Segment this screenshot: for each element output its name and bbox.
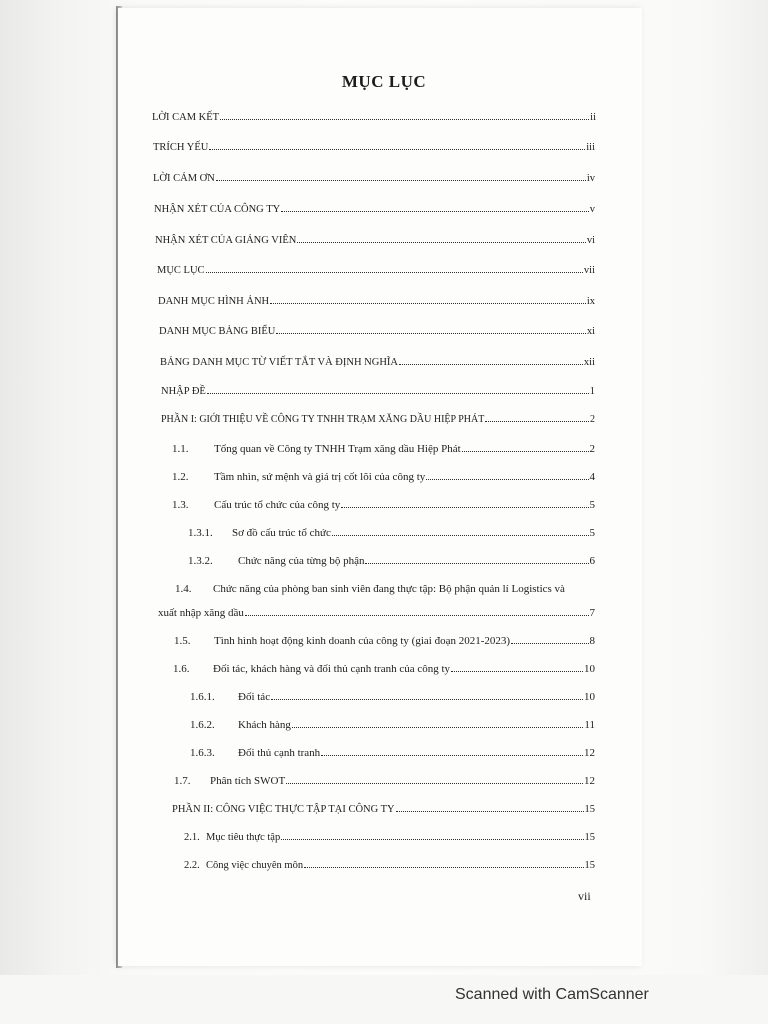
toc-entry-text: Tình hình hoạt động kinh doanh của công ty (giai đoạn 2021-2023) [214,635,511,647]
toc-page: 5 [589,499,595,511]
toc-page: xi [586,326,595,337]
toc-page: 4 [589,471,595,483]
toc-leader [281,830,583,840]
toc-entry [161,384,595,398]
toc-page: 5 [589,527,595,539]
toc-leader [206,263,583,273]
toc-number: 1.6.2. [190,719,215,731]
toc-number: 1.3.2. [188,555,213,567]
toc-leader [332,526,589,536]
toc-leader [399,355,583,365]
toc-entry [158,606,595,620]
toc-entry-text: DANH MỤC BẢNG BIỂU [159,326,276,337]
toc-entry-text: BẢNG DANH MỤC TỪ VIẾT TẮT VÀ ĐỊNH NGHĨA [160,357,398,368]
toc-number: 1.7. [174,775,191,787]
toc-page: 12 [584,747,595,759]
toc-leader [341,498,588,508]
toc-entry-text-continued: xuất nhập xăng dầu [158,607,244,619]
toc-page: vii [583,265,595,276]
toc-entry-text: Công việc chuyên môn [206,860,304,871]
toc-entry-text: NHẬN XÉT CỦA GIẢNG VIÊN [155,235,297,246]
toc-entry-text: Tổng quan về Công ty TNHH Trạm xăng dầu Hiệp Phát [214,443,461,455]
page-title: MỤC LỤC [341,72,427,91]
toc-page: 2 [590,414,595,425]
toc-leader [485,412,589,422]
toc-page: 7 [589,607,595,619]
toc-number: 1.3. [172,499,189,511]
toc-leader [304,858,583,868]
toc-entry-text: Mục tiêu thực tập [206,832,281,843]
toc-leader [207,384,589,394]
toc-leader [216,171,586,181]
toc-entry-text: Đối tác [238,691,271,703]
toc-page: 11 [584,719,595,731]
toc-page: 15 [584,860,595,871]
toc-entry-text: Sơ đồ cấu trúc tổ chức [232,527,331,539]
toc-entry-text: NHẬP ĐỀ [161,386,206,397]
toc-number: 1.1. [172,443,189,455]
toc-entry [184,830,595,844]
toc-leader [281,202,589,212]
toc-entry [152,110,596,124]
toc-entry [190,690,595,704]
toc-leader [276,324,585,334]
toc-leader [292,718,584,728]
toc-leader [220,110,589,120]
toc-leader [511,634,588,644]
toc-entry-text: DANH MỤC HÌNH ẢNH [158,296,270,307]
toc-entry-first-line [175,582,565,596]
toc-entry [172,470,595,484]
toc-number: 1.6.1. [190,691,215,703]
toc-number: 1.3.1. [188,527,213,539]
toc-page: 8 [589,635,595,647]
toc-leader [286,774,583,784]
toc-page: vi [586,235,595,246]
toc-leader [462,442,589,452]
toc-entry-text: Đối tác, khách hàng và đối thủ cạnh tranh của công ty [213,663,451,675]
toc-entry [153,171,595,185]
toc-leader [451,662,583,672]
toc-page: 10 [584,691,595,703]
toc-entry [153,140,595,154]
toc-entry [174,634,595,648]
toc-page: iii [586,142,595,153]
toc-entry [174,774,595,788]
toc-page: 12 [584,775,595,787]
toc-number: 1.4. [175,583,192,595]
toc-entry-text: Cấu trúc tổ chức của công ty [214,499,341,511]
toc-page: xii [583,357,595,368]
toc-entry [190,746,595,760]
toc-entry [154,202,595,216]
toc-entry [184,858,595,872]
toc-leader [426,470,588,480]
toc-page: 15 [584,804,595,815]
toc-entry-text: Chức năng của từng bộ phận [238,555,365,567]
toc-entry [188,554,595,568]
toc-leader [297,233,585,243]
toc-leader [271,690,583,700]
toc-entry-text: NHẬN XÉT CỦA CÔNG TY [154,204,281,215]
toc-entry [158,294,595,308]
toc-page: 10 [584,663,595,675]
toc-entry [188,526,595,540]
toc-page: 1 [589,386,595,397]
page-number: vii [578,889,591,903]
toc-entry [155,233,595,247]
toc-leader [396,802,584,812]
toc-number: 2.2. [184,860,200,871]
toc-number: 1.5. [174,635,191,647]
toc-entry [190,718,595,732]
toc-number: 1.6. [173,663,190,675]
toc-entry [159,324,595,338]
toc-page: v [589,204,595,215]
toc-entry-text: MỤC LỤC [157,265,205,276]
toc-entry-text: Đối thủ cạnh tranh [238,747,321,759]
toc-entry [172,498,595,512]
toc-entry-text: LỜI CẢM ƠN [153,173,215,184]
toc-leader [245,606,589,616]
toc-entry [172,802,595,816]
toc-page: iv [586,173,595,184]
toc-entry-text: Tầm nhìn, sứ mệnh và giá trị cốt lõi của công ty [214,471,426,483]
toc-page: 15 [584,832,595,843]
toc-entry [173,662,595,676]
toc-leader [270,294,586,304]
toc-entry-text: Phân tích SWOT [210,775,286,787]
toc-entry-text: Chức năng của phòng ban sinh viên đang thực tập: Bộ phận quản lí Logistics và [213,583,565,595]
toc-page: ix [586,296,595,307]
toc-number: 1.6.3. [190,747,215,759]
toc-entry-text: PHẦN II: CÔNG VIỆC THỰC TẬP TẠI CÔNG TY [172,804,395,815]
toc-entry [161,412,595,426]
toc-leader [321,746,583,756]
toc-page: 6 [589,555,595,567]
toc-entry [157,263,595,277]
toc-page: ii [590,112,596,123]
toc-number: 1.2. [172,471,189,483]
toc-number: 2.1. [184,832,200,843]
toc-leader [365,554,588,564]
scanner-watermark: Scanned with CamScanner [455,986,649,1003]
toc-entry [160,355,595,369]
toc-entry [172,442,595,456]
toc-page: 2 [589,443,595,455]
toc-entry-text: LỜI CAM KẾT [152,112,220,123]
toc-entry-text: PHẦN I: GIỚI THIỆU VỀ CÔNG TY TNHH TRẠM XĂNG DẦU HIỆP PHÁT [161,414,485,425]
toc-entry-text: Khách hàng [238,719,291,731]
toc-leader [209,140,585,150]
toc-entry-text: TRÍCH YẾU [153,142,209,153]
